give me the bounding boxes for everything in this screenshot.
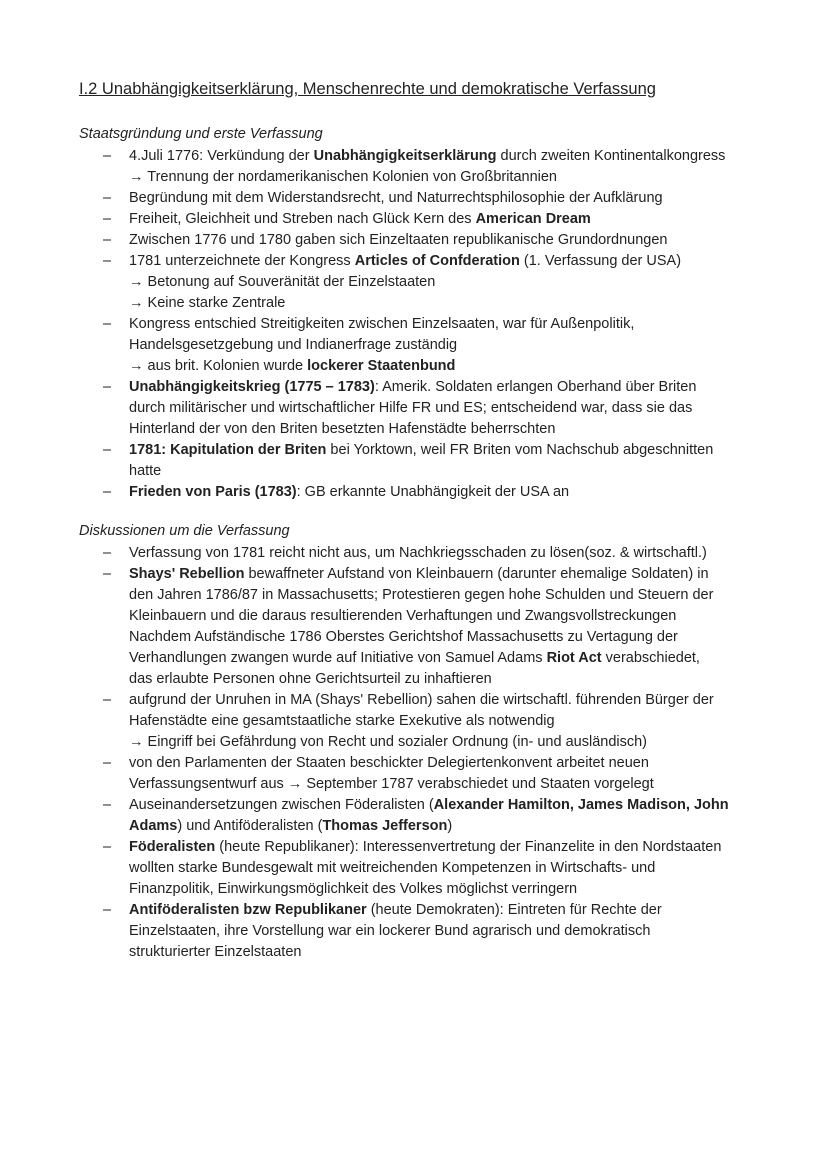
text-line xyxy=(129,543,749,564)
bullet-dash-icon: – xyxy=(103,190,112,206)
text-span: Verfassung von 1781 reicht nicht aus, um Nachkriegsschaden zu lösen(soz. & wirtschaftl.) xyxy=(129,545,707,561)
text-span: Einzelstaaten, ihre Vorstellung war ein lockerer Bund agrarisch und demokratisch xyxy=(129,923,651,939)
text-span: → Eingriff bei Gefährdung von Recht und sozialer Ordnung (in- und ausländisch) xyxy=(129,734,647,750)
text-line xyxy=(129,398,749,419)
text-line xyxy=(129,837,749,858)
text-span: ) xyxy=(447,818,453,834)
bullet-list-diskussionen xyxy=(0,543,749,963)
list-item xyxy=(0,440,749,482)
bullet-list-staatsgruendung xyxy=(0,146,749,503)
text-line xyxy=(129,627,749,648)
text-span: → aus brit. Kolonien wurde xyxy=(129,358,308,374)
text-span: den Jahren 1786/87 in Massachusetts; Protestieren gegen hohe Schulden und Steuern der xyxy=(129,587,714,603)
text-line xyxy=(129,167,749,188)
bold-text: American Dream xyxy=(475,211,591,227)
text-span: (heute Demokraten): Eintreten für Rechte der xyxy=(366,902,662,918)
text-line xyxy=(129,314,749,335)
bullet-dash-icon: – xyxy=(103,797,112,813)
text-span: verabschiedet, xyxy=(601,650,700,666)
text-span: Zwischen 1776 und 1780 gaben sich Einzeltaaten republikanische Grundordnungen xyxy=(129,232,668,248)
bold-text: Riot Act xyxy=(546,650,602,666)
text-span: : Amerik. Soldaten erlangen Oberhand über Briten xyxy=(374,379,697,395)
text-line xyxy=(129,230,749,251)
page-title: I.2 Unabhängigkeitserklärung, Menschenrechte und demokratische Verfassung xyxy=(79,80,656,98)
text-span: Nachdem Aufständische 1786 Oberstes Gerichtshof Massachusetts zu Vertagung der xyxy=(129,629,678,645)
text-line xyxy=(129,251,749,272)
text-line xyxy=(129,879,749,900)
list-item xyxy=(0,795,749,837)
text-line xyxy=(129,356,749,377)
bullet-dash-icon: – xyxy=(103,839,112,855)
text-line xyxy=(129,858,749,879)
bold-text: 1781: Kapitulation der Briten xyxy=(129,442,327,458)
bullet-dash-icon: – xyxy=(103,484,112,500)
text-span: durch militärischer und wirtschaftlicher Hilfe FR und ES; entscheidend war, dass sie das xyxy=(129,400,693,416)
text-span: von den Parlamenten der Staaten beschickter Delegiertenkonvent arbeitet neuen xyxy=(129,755,649,771)
bullet-dash-icon: – xyxy=(103,902,112,918)
text-line xyxy=(129,816,749,837)
list-item xyxy=(0,564,749,690)
text-line xyxy=(129,795,749,816)
text-line xyxy=(129,585,749,606)
bold-text: lockerer Staatenbund xyxy=(307,358,456,374)
text-span: → Betonung auf Souveränität der Einzelstaaten xyxy=(129,274,436,290)
section-heading-staatsgruendung: Staatsgründung und erste Verfassung xyxy=(79,126,323,142)
bold-text: Adams xyxy=(129,818,178,834)
text-line xyxy=(129,146,749,167)
bold-text: Antiföderalisten bzw Republikaner xyxy=(129,902,367,918)
text-span: wollten starke Bundesgewalt mit weitreichenden Kompetenzen in Wirtschafts- und xyxy=(129,860,656,876)
bullet-dash-icon: – xyxy=(103,379,112,395)
text-line xyxy=(129,648,749,669)
text-line xyxy=(129,753,749,774)
text-line xyxy=(129,188,749,209)
text-span: Finanzpolitik, Einwirkungsmöglichkeit des Volkes möglichst verringern xyxy=(129,881,578,897)
list-item xyxy=(0,314,749,377)
text-span: Verhandlungen zwangen wurde auf Initiative von Samuel Adams xyxy=(129,650,547,666)
text-span: hatte xyxy=(129,463,162,479)
list-item xyxy=(0,188,749,209)
bullet-dash-icon: – xyxy=(103,316,112,332)
text-line xyxy=(129,774,749,795)
list-item xyxy=(0,753,749,795)
bullet-dash-icon: – xyxy=(103,755,112,771)
text-span: (1. Verfassung der USA) xyxy=(519,253,682,269)
text-span: Handelsgesetzgebung und Indianerfrage zuständig xyxy=(129,337,458,353)
bold-text: Shays' Rebellion xyxy=(129,566,245,582)
text-line xyxy=(129,209,749,230)
text-span: aufgrund der Unruhen in MA (Shays' Rebellion) sahen die wirtschaftl. führenden Bürger der xyxy=(129,692,714,708)
text-line xyxy=(129,669,749,690)
text-span: : GB erkannte Unabhängigkeit der USA an xyxy=(296,484,570,500)
text-line xyxy=(129,606,749,627)
bold-text: Articles of Confderation xyxy=(354,253,520,269)
text-line xyxy=(129,711,749,732)
text-span: das erlaubte Personen ohne Gerichtsurteil zu inhaftieren xyxy=(129,671,492,687)
text-line xyxy=(129,690,749,711)
list-item xyxy=(0,482,749,503)
bullet-dash-icon: – xyxy=(103,232,112,248)
bullet-dash-icon: – xyxy=(103,211,112,227)
text-span: (heute Republikaner): Interessenvertretung der Finanzelite in den Nordstaaten xyxy=(215,839,722,855)
bullet-dash-icon: – xyxy=(103,566,112,582)
list-item xyxy=(0,900,749,963)
text-line xyxy=(129,921,749,942)
text-line xyxy=(129,564,749,585)
text-line xyxy=(129,335,749,356)
text-span: Kongress entschied Streitigkeiten zwischen Einzelsaaten, war für Außenpolitik, xyxy=(129,316,635,332)
bold-text: Unabhängigkeitserklärung xyxy=(313,148,497,164)
text-span: Kleinbauern und die daraus resultierenden Verhaftungen und Zwangsvollstreckungen xyxy=(129,608,677,624)
text-span: Hafenstädte eine gesamtstaatliche starke Exekutive als notwendig xyxy=(129,713,555,729)
bold-text: Frieden von Paris (1783) xyxy=(129,484,297,500)
section-heading-diskussionen: Diskussionen um die Verfassung xyxy=(79,523,290,539)
text-span: ) und Antiföderalisten ( xyxy=(177,818,323,834)
bold-text: Alexander Hamilton, James Madison, John xyxy=(433,797,729,813)
bullet-dash-icon: – xyxy=(103,148,112,164)
text-line xyxy=(129,942,749,963)
text-line xyxy=(129,419,749,440)
list-item xyxy=(0,690,749,753)
list-item xyxy=(0,251,749,314)
text-line xyxy=(129,461,749,482)
bullet-dash-icon: – xyxy=(103,253,112,269)
text-span: bei Yorktown, weil FR Briten vom Nachschub abgeschnitten xyxy=(326,442,714,458)
list-item xyxy=(0,209,749,230)
text-span: strukturierter Einzelstaaten xyxy=(129,944,302,960)
list-item xyxy=(0,230,749,251)
text-span: → Keine starke Zentrale xyxy=(129,295,286,311)
text-span: → Trennung der nordamerikanischen Kolonien von Großbritannien xyxy=(129,169,557,185)
text-span: 1781 unterzeichnete der Kongress xyxy=(129,253,355,269)
list-item xyxy=(0,377,749,440)
text-line xyxy=(129,732,749,753)
bullet-dash-icon: – xyxy=(103,692,112,708)
text-span: Verfassungsentwurf aus → September 1787 verabschiedet und Staaten vorgelegt xyxy=(129,776,654,792)
text-span: bewaffneter Aufstand von Kleinbauern (darunter ehemalige Soldaten) in xyxy=(244,566,709,582)
text-span: Begründung mit dem Widerstandsrecht, und Naturrechtsphilosophie der Aufklärung xyxy=(129,190,663,206)
bullet-dash-icon: – xyxy=(103,545,112,561)
list-item xyxy=(0,543,749,564)
text-line xyxy=(129,377,749,398)
text-line xyxy=(129,482,749,503)
bold-text: Unabhängigkeitskrieg (1775 – 1783) xyxy=(129,379,375,395)
bullet-dash-icon: – xyxy=(103,442,112,458)
text-span: Auseinandersetzungen zwischen Föderalisten ( xyxy=(129,797,434,813)
bold-text: Thomas Jefferson xyxy=(322,818,448,834)
list-item xyxy=(0,146,749,188)
text-line xyxy=(129,293,749,314)
bold-text: Föderalisten xyxy=(129,839,216,855)
list-item xyxy=(0,837,749,900)
text-span: Hinterland der von den Briten besetzten Hafenstädte beherrschten xyxy=(129,421,556,437)
text-line xyxy=(129,440,749,461)
text-line xyxy=(129,272,749,293)
text-span: Freiheit, Gleichheit und Streben nach Glück Kern des xyxy=(129,211,476,227)
text-line xyxy=(129,900,749,921)
text-span: 4.Juli 1776: Verkündung der xyxy=(129,148,314,164)
text-span: durch zweiten Kontinentalkongress xyxy=(496,148,726,164)
